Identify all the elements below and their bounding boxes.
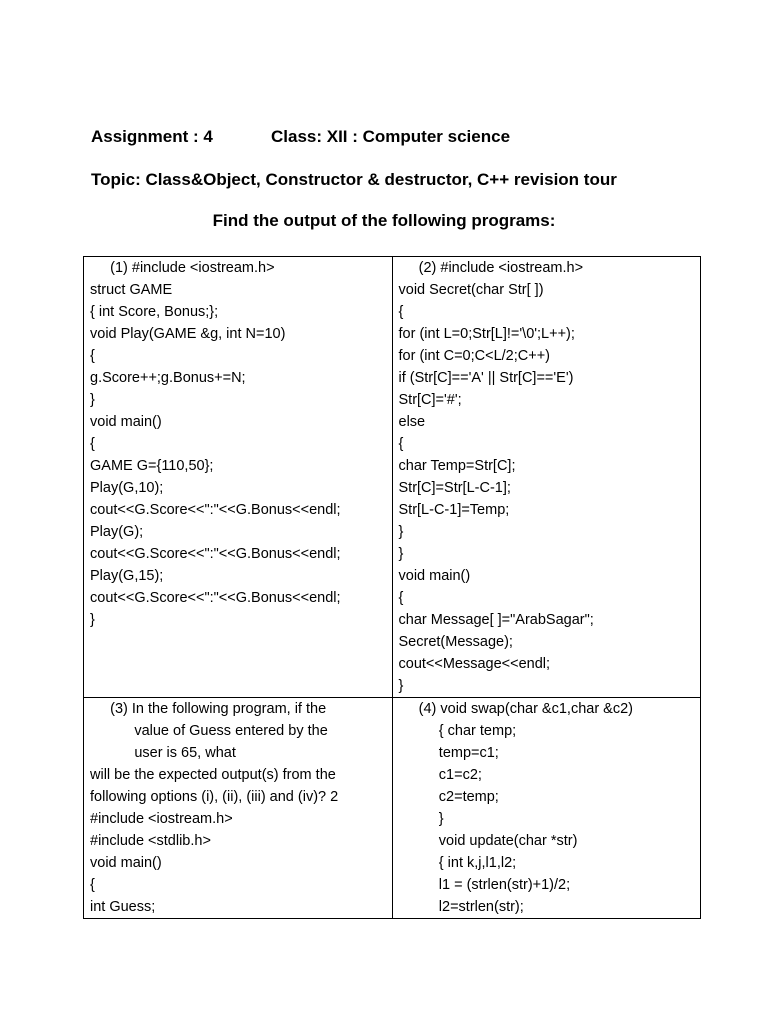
code-line: struct GAME — [90, 282, 173, 298]
code-line: { int k,j,l1,l2; — [398, 855, 517, 871]
code-line: #include <iostream.h> — [90, 811, 233, 827]
code-line: cout<<G.Score<<":"<<G.Bonus<<endl; — [90, 546, 341, 562]
code-line: #include <stdlib.h> — [90, 833, 211, 849]
question-2-cell — [392, 257, 701, 698]
code-line: void update(char *str) — [398, 833, 578, 849]
code-line: void Secret(char Str[ ]) — [398, 282, 544, 298]
table-row — [84, 257, 701, 698]
code-line: { int Score, Bonus;}; — [90, 304, 219, 320]
code-line: { — [90, 348, 95, 364]
class-label: Class: XII : Computer science — [271, 127, 511, 146]
code-line: cout<<G.Score<<":"<<G.Bonus<<endl; — [90, 502, 341, 518]
code-line: } — [398, 546, 404, 562]
code-line: Secret(Message); — [398, 634, 513, 650]
code-line: Play(G,10); — [90, 480, 164, 496]
code-line: void main() — [90, 414, 162, 430]
code-line: (4) void swap(char &c1,char &c2) — [398, 701, 633, 717]
code-line: { — [90, 436, 95, 452]
code-line: user is 65, what — [90, 745, 236, 761]
code-line: for (int L=0;Str[L]!='\0';L++); — [398, 326, 575, 342]
questions-table — [83, 256, 701, 919]
code-line: g.Score++;g.Bonus+=N; — [90, 370, 246, 386]
code-line: following options (i), (ii), (iii) and (iv)? 2 — [90, 789, 339, 805]
table-row — [84, 698, 701, 919]
code-line: Str[C]=Str[L-C-1]; — [398, 480, 511, 496]
code-line: (3) In the following program, if the — [90, 701, 327, 717]
code-line: void Play(GAME &g, int N=10) — [90, 326, 286, 342]
code-line: cout<<G.Score<<":"<<G.Bonus<<endl; — [90, 590, 341, 606]
code-line: } — [398, 524, 404, 540]
code-line: Play(G); — [90, 524, 144, 540]
code-line: } — [398, 811, 444, 827]
code-line: Play(G,15); — [90, 568, 164, 584]
code-line: (1) #include <iostream.h> — [90, 260, 275, 276]
code-line: cout<<Message<<endl; — [398, 656, 551, 672]
code-line: { char temp; — [398, 723, 517, 739]
code-line: (2) #include <iostream.h> — [398, 260, 584, 276]
code-line: char Message[ ]="ArabSagar"; — [398, 612, 594, 628]
question-4-cell — [392, 698, 701, 919]
code-line: temp=c1; — [398, 745, 499, 761]
instruction-heading: Find the output of the following programs: — [212, 211, 556, 230]
question-3-cell — [84, 698, 393, 919]
code-line: { — [90, 877, 95, 893]
code-line: int Guess; — [90, 899, 156, 915]
code-line: void main() — [90, 855, 162, 871]
code-line: char Temp=Str[C]; — [398, 458, 516, 474]
topic-heading: Topic: Class&Object, Constructor & destructor, C++ revision tour — [91, 170, 617, 189]
code-line: will be the expected output(s) from the — [90, 767, 336, 783]
code-line: } — [90, 392, 95, 408]
code-line: l2=strlen(str); — [398, 899, 524, 915]
code-line: c2=temp; — [398, 789, 499, 805]
code-line: { — [398, 590, 404, 606]
code-line: { — [398, 304, 404, 320]
code-line: if (Str[C]=='A' || Str[C]=='E') — [398, 370, 574, 386]
code-line: { — [398, 436, 404, 452]
assignment-number: Assignment : 4 — [91, 127, 213, 146]
question-1-cell — [84, 257, 393, 698]
code-line: Str[L-C-1]=Temp; — [398, 502, 510, 518]
code-line: GAME G={110,50}; — [90, 458, 214, 474]
code-line: else — [398, 414, 426, 430]
code-line: value of Guess entered by the — [90, 723, 328, 739]
code-line: Str[C]='#'; — [398, 392, 462, 408]
code-line: l1 = (strlen(str)+1)/2; — [398, 877, 571, 893]
code-line: c1=c2; — [398, 767, 482, 783]
code-line: void main() — [398, 568, 471, 584]
code-line: for (int C=0;C<L/2;C++) — [398, 348, 551, 364]
code-line: } — [398, 678, 404, 694]
code-line: } — [90, 612, 95, 628]
